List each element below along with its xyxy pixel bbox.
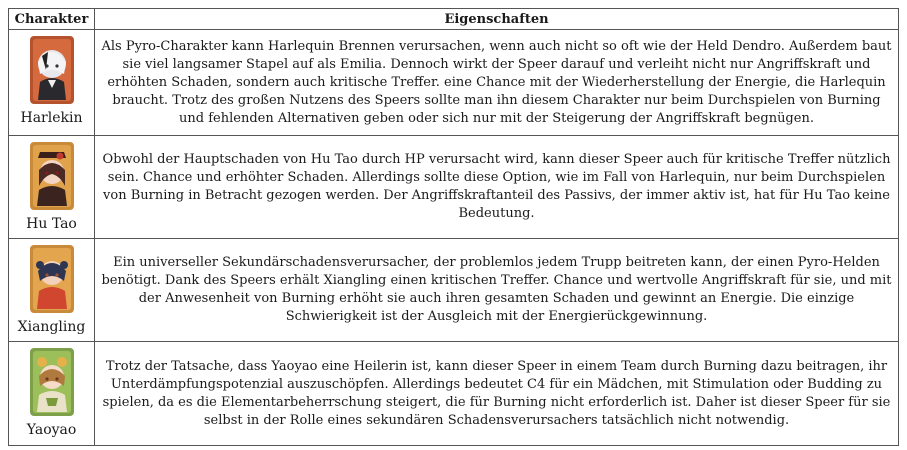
character-name: Harlekin: [20, 110, 83, 126]
character-table-container: [8, 8, 898, 446]
character-name: Xiangling: [17, 319, 86, 335]
character-description: Als Pyro-Charakter kann Harlequin Brennen verursachen, wenn auch nicht so oft wie der Held Dendro. Außerdem baut sie viel langsamer Stapel auf als Emilia. Dennoch wirkt der Speer darauf und verleiht nicht nur Angriffskraft und erhöhten Schaden, sondern auch kritische Treffer. eine Chance mit der Wiederherstellung der Energie, die Harlequin braucht. Trotz des großen Nutzens des Speers sollte man ihn diesem Charakter nur beim Durchspielen von Burning und fehlenden Alternativen geben oder sich nur mit der Steigerung der Angriffskraft begnügen.: [95, 30, 899, 136]
character-description: Obwohl der Hauptschaden von Hu Tao durch HP verursacht wird, kann dieser Speer auch für kritische Treffer nützlich sein. Chance und erhöhter Schaden. Allerdings sollte diese Option, wie im Fall von Harlequin, nur beim Durchspielen von Burning in Betracht gezogen werden. Der Angriffskraftanteil des Passivs, der immer aktiv ist, hat für Hu Tao keine Bedeutung.: [95, 136, 899, 239]
yaoyao-portrait-icon: [26, 346, 78, 420]
character-name: Yaoyao: [26, 422, 77, 438]
table-row: [9, 239, 899, 342]
character-cell: [9, 30, 95, 136]
character-description: Ein universeller Sekundärschadensverursacher, der problemlos jedem Trupp beitreten kann, der einen Pyro-Helden benötigt. Dank des Speers erhält Xiangling einen kritischen Treffer. Chance und wertvolle Angriffskraft für sie, und mit der Anwesenheit von Burning erhöht sie auch ihren gesamten Schaden und gewinnt an Energie. Die einzige Schwierigkeit ist der Ausgleich mit der Energierückgewinnung.: [95, 239, 899, 342]
table-row: [9, 342, 899, 446]
character-description: Trotz der Tatsache, dass Yaoyao eine Heilerin ist, kann dieser Speer in einem Team durch Burning dazu beitragen, ihr Unterdämpfungspotenzial auszuschöpfen. Allerdings bedeutet C4 für ein Mädchen, mit Stimulation oder Budding zu spielen, da es die Elementarbeherrschung steigert, die für Burning nicht erforderlich ist. Daher ist dieser Speer für sie selbst in der Rolle eines sekundären Schadensverursachers tatsächlich nicht notwendig.: [95, 342, 899, 446]
table-row: [9, 136, 899, 239]
harlekin-portrait-icon: [26, 34, 78, 108]
character-table: [8, 8, 899, 446]
table-header-row: [9, 9, 899, 30]
xiangling-portrait-icon: [26, 243, 78, 317]
character-cell: [9, 136, 95, 239]
header-character: Charakter: [9, 9, 95, 30]
character-name: Hu Tao: [26, 216, 77, 232]
character-cell: [9, 342, 95, 446]
header-properties: Eigenschaften: [95, 9, 899, 30]
table-row: [9, 30, 899, 136]
hu-tao-portrait-icon: [26, 140, 78, 214]
character-cell: [9, 239, 95, 342]
